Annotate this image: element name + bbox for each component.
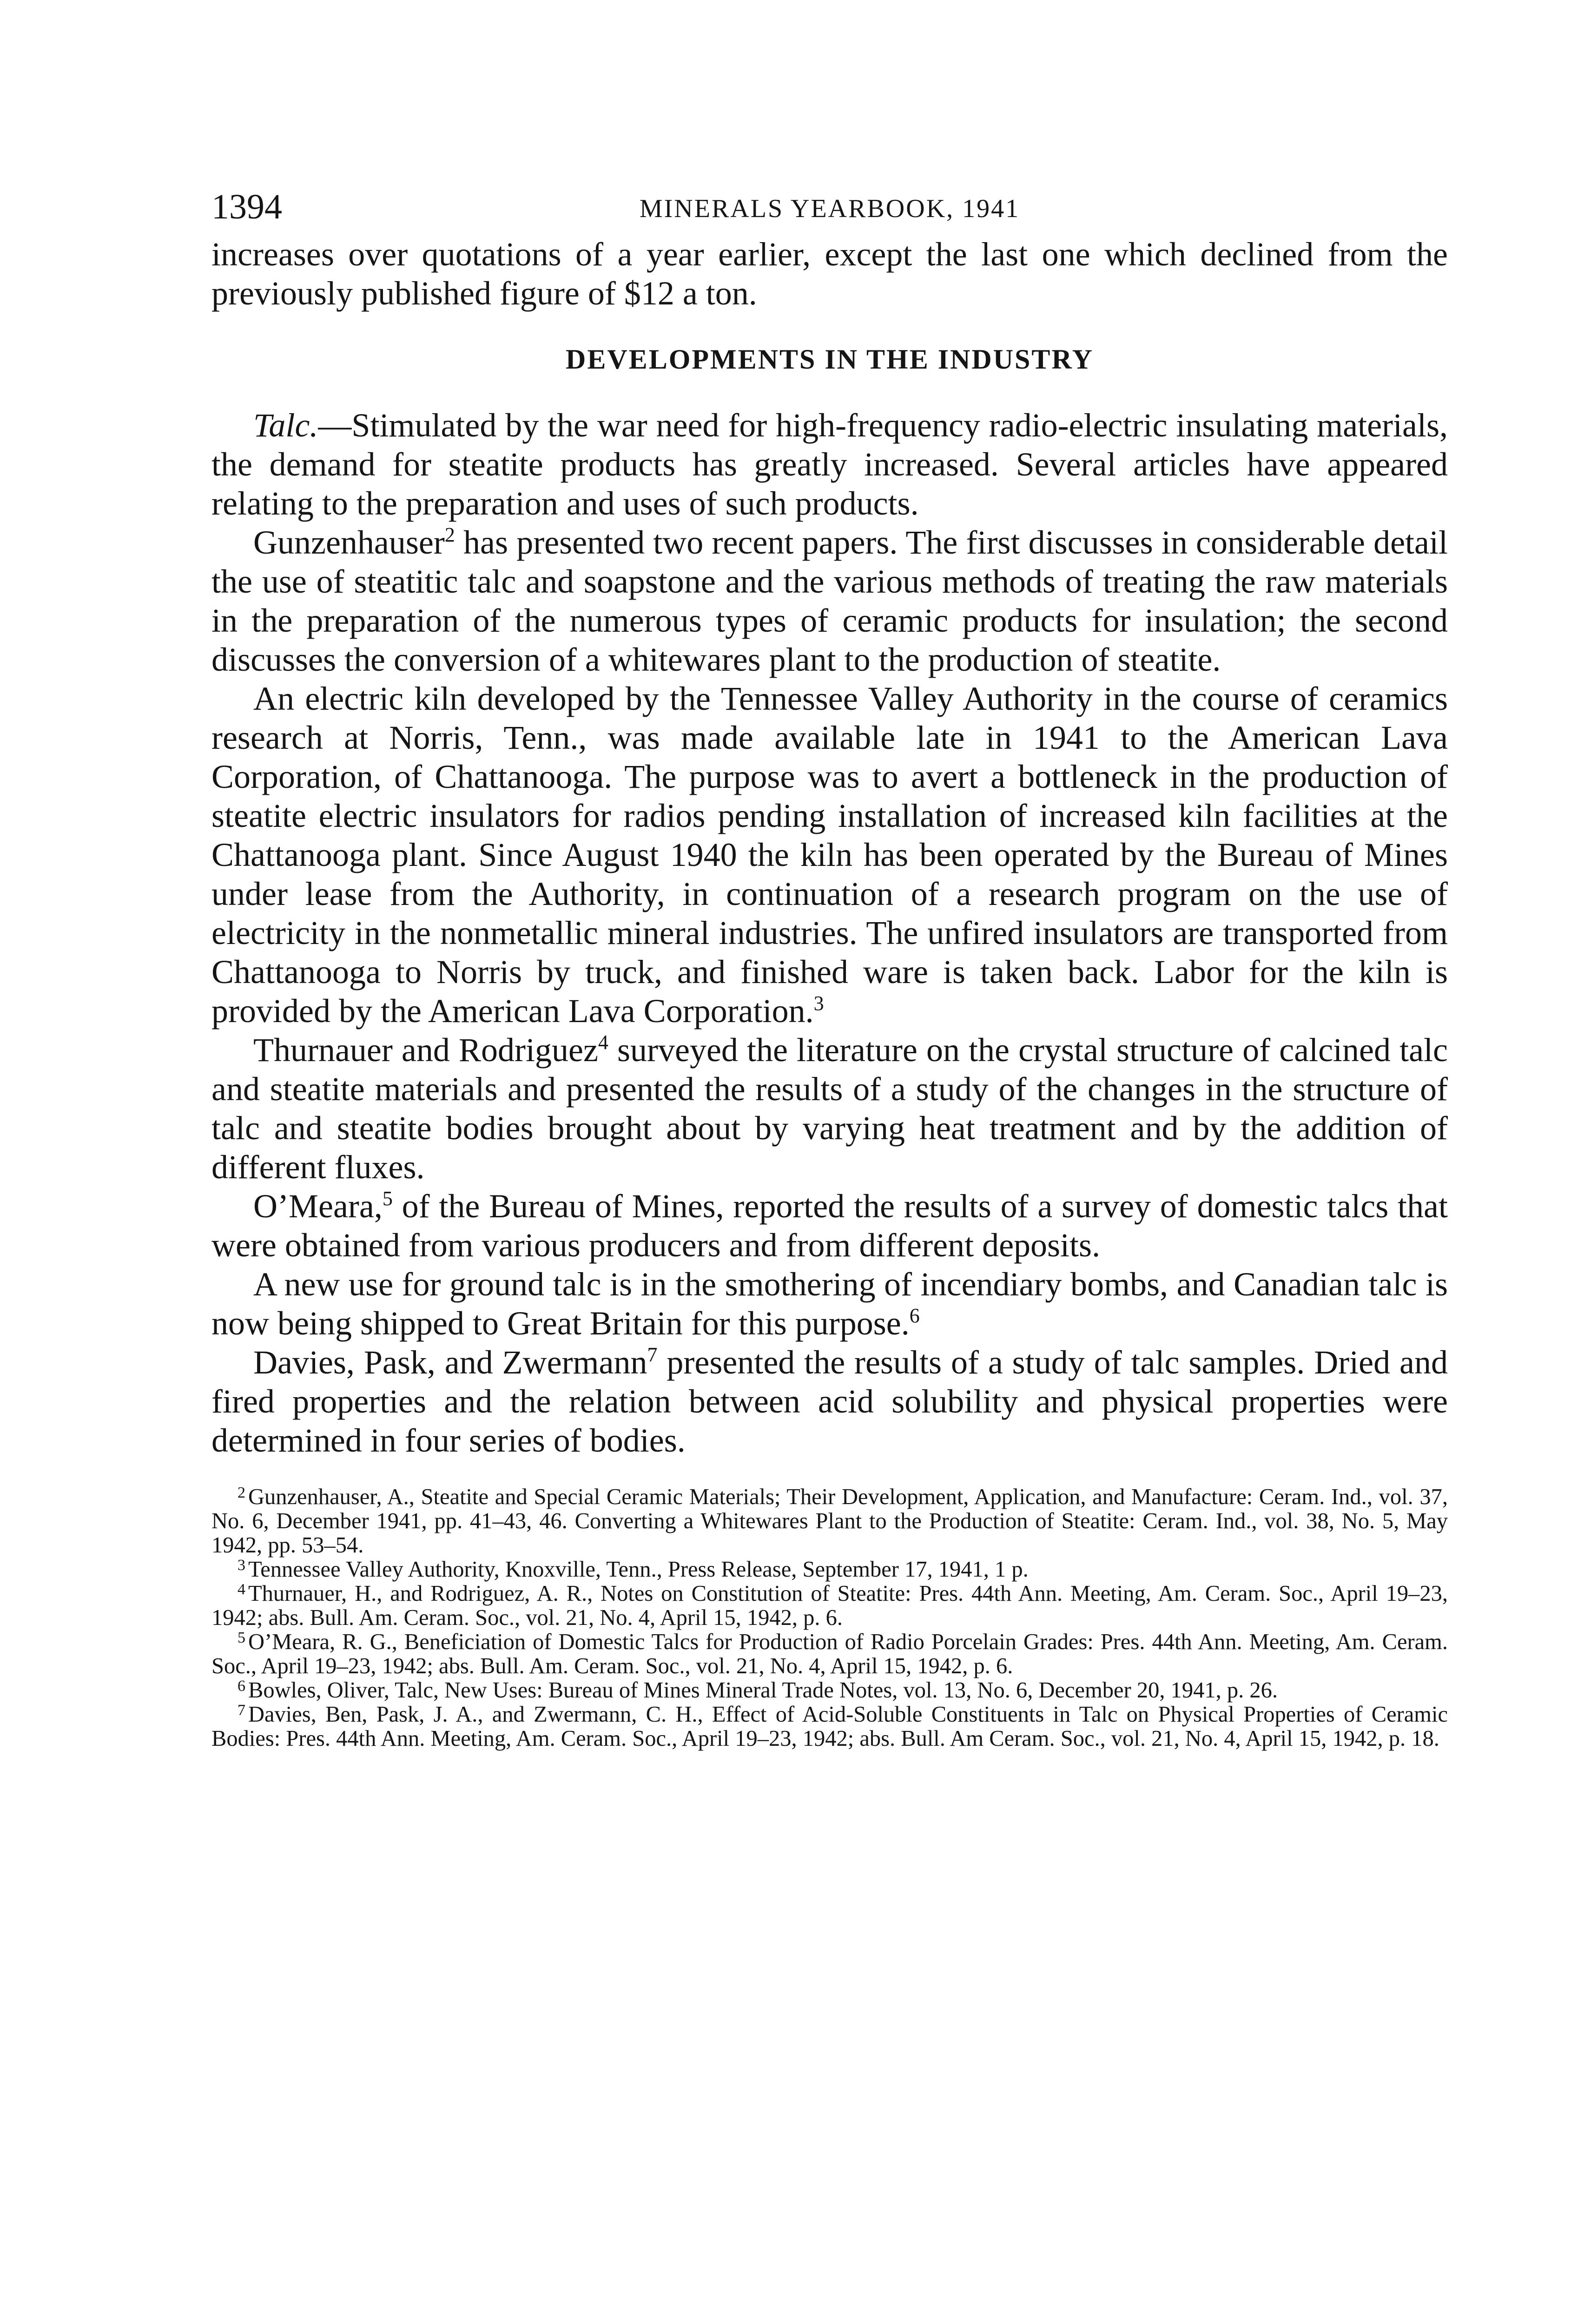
paragraph-text: Thurnauer and Rodriguez xyxy=(253,1031,598,1069)
section-heading: DEVELOPMENTS IN THE INDUSTRY xyxy=(566,344,1094,375)
paragraph-text: A new use for ground talc is in the smothering of incendiary bombs, and Canadian talc is now being shipped to Great Britain for this purpose. xyxy=(211,1266,1448,1342)
footnote xyxy=(211,1485,1448,1558)
paragraph-thurnauer xyxy=(211,1030,1448,1187)
paragraph-text: has presented two recent papers. The first discusses in considerable detail the use of steatitic talc and soapstone and the various methods of treating the raw materials in the preparation of the numerous types of ceramic products for insulation; the second discusses the conversion of a whitewares plant to the production of steatite. xyxy=(211,524,1448,678)
page-header xyxy=(211,184,1448,235)
footnote xyxy=(211,1630,1448,1678)
footnote-mark: 5 xyxy=(238,1629,245,1646)
footnote-text: Thurnauer, H., and Rodriguez, A. R., Notes on Constitution of Steatite: Pres. 44th Ann. Meeting, Am. Ceram. Soc., April 19–23, 1942; abs. Bull. Am. Ceram. Soc., vol. 21, No. 4, April 15, 1942, p. 6. xyxy=(211,1581,1448,1630)
paragraph-continued: increases over quotations of a year earlier, except the last one which declined from the previously published figure of $12 a ton. xyxy=(211,236,1448,312)
paragraph-omeara xyxy=(211,1187,1448,1265)
body-text xyxy=(211,235,1448,1460)
footnote-ref-6: 6 xyxy=(909,1304,920,1327)
footnote-text: Gunzenhauser, A., Steatite and Special Ceramic Materials; Their Development, Application, and Manufacture: Ceram. Ind., vol. 37, No. 6, December 1941, pp. 41–43, 46. Converting a Whitewares Plant to the Production of Steatite: Ceram. Ind., vol. 38, No. 5, May 1942, pp. 53–54. xyxy=(211,1485,1448,1558)
paragraph-text: O’Meara, xyxy=(253,1188,383,1225)
footnote-text: Davies, Ben, Pask, J. A., and Zwermann, C. H., Effect of Acid-Soluble Constituents in Talc on Physical Properties of Ceramic Bodies: Pres. 44th Ann. Meeting, Am. Ceram. Soc., April 19–23, 1942; abs. Bull. Am Ceram. Soc., vol. 21, No. 4, April 15, 1942, p. 18. xyxy=(211,1702,1448,1751)
paragraph-davies xyxy=(211,1343,1448,1460)
footnote-text: Bowles, Oliver, Talc, New Uses: Bureau of Mines Mineral Trade Notes, vol. 13, No. 6, December 20, 1941, p. 26. xyxy=(248,1678,1278,1703)
paragraph-text: —Stimulated by the war need for high-frequency radio-electric insulating materials, the demand for steatite products has greatly increased. Several articles have appeared relating to the preparation and uses of such products. xyxy=(211,407,1448,522)
footnote xyxy=(211,1703,1448,1751)
footnote-mark: 6 xyxy=(238,1677,245,1695)
document-page xyxy=(211,184,1448,1751)
footnote-mark: 3 xyxy=(238,1557,245,1574)
paragraph-text: surveyed the literature on the crystal structure of calcined talc and steatite materials and presented the results of a study of the changes in the structure of talc and steatite bodies brought about by varying heat treatment and by the addition of different fluxes. xyxy=(211,1031,1448,1186)
run-in-heading-talc: Talc. xyxy=(253,407,318,444)
footnotes xyxy=(211,1485,1448,1751)
paragraph-electric-kiln xyxy=(211,679,1448,1030)
footnote-text: Tennessee Valley Authority, Knoxville, Tenn., Press Release, September 17, 1941, 1 p. xyxy=(248,1557,1029,1582)
footnote-mark: 2 xyxy=(238,1484,245,1501)
paragraph-text: Davies, Pask, and Zwermann xyxy=(253,1344,647,1381)
footnote-mark: 4 xyxy=(238,1581,245,1598)
footnote-ref-5: 5 xyxy=(382,1187,393,1210)
footnote xyxy=(211,1558,1448,1582)
paragraph-gunzenhauser xyxy=(211,523,1448,679)
paragraph-talc xyxy=(211,406,1448,523)
footnote-text: O’Meara, R. G., Beneficiation of Domestic Talcs for Production of Radio Porcelain Grades: Pres. 44th Ann. Meeting, Am. Ceram. Soc., April 19–23, 1942; abs. Bull. Am. Ceram. Soc., vol. 21, No. 4, April 15, 1942, p. 6. xyxy=(211,1630,1448,1678)
footnote-ref-4: 4 xyxy=(598,1031,608,1054)
footnote xyxy=(211,1678,1448,1703)
paragraph-new-use xyxy=(211,1265,1448,1343)
paragraph-text: An electric kiln developed by the Tennessee Valley Authority in the course of ceramics research at Norris, Tenn., was made available late in 1941 to the American Lava Corporation, of Chattanooga. The purpose was to avert a bottleneck in the production of steatite electric insulators for radios pending installation of increased kiln facilities at the Chattanooga plant. Since August 1940 the kiln has been operated by the Bureau of Mines under lease from the Authority, in continuation of a research program on the use of electricity in the nonmetallic mineral industries. The unfired insulators are transported from Chattanooga to Norris by truck, and finished ware is taken back. Labor for the kiln is provided by the American Lava Corporation. xyxy=(211,680,1448,1030)
footnote-ref-2: 2 xyxy=(444,523,455,546)
paragraph-text: Gunzenhauser xyxy=(253,524,445,561)
footnote-mark: 7 xyxy=(238,1702,245,1719)
footnote-ref-7: 7 xyxy=(647,1343,658,1366)
page-number: 1394 xyxy=(211,187,282,226)
paragraph-text: presented the results of a study of talc samples. Dried and fired properties and the relation between acid solubility and physical properties were determined in four series of bodies. xyxy=(211,1344,1448,1459)
running-head: MINERALS YEARBOOK, 1941 xyxy=(639,194,1020,223)
footnote xyxy=(211,1582,1448,1630)
footnote-ref-3: 3 xyxy=(813,992,824,1015)
paragraph-text: of the Bureau of Mines, reported the results of a survey of domestic talcs that were obtained from various producers and from different deposits. xyxy=(211,1188,1448,1264)
